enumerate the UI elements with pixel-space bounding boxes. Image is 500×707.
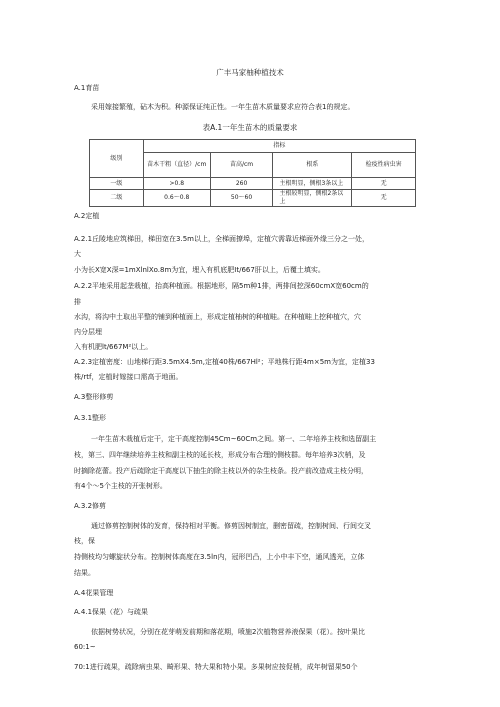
table-header-height: 苗高/cm — [210, 153, 273, 178]
text-line: 依据树势状况，分别在花芽萌发前期和落花期，喷施2次植物营养液保果（花）。按叶果比 — [91, 628, 365, 636]
text-line: 小为长X宽X深=1mXlnlXo.8m为宜，埋入有机底肥It/667肝以上，后覆土填实。 — [74, 266, 325, 274]
text-line: A.2.2平地采用起垄栽植，抬高种植面。根据地形，隔5m种1排，两排间挖深60cmX宽60cm的 — [74, 282, 369, 290]
text-line: 时摘除花蕾。投产后疏除定干高度以下抽生的除主枝以外的杂生枝条。投产前改造成主枝分明， — [74, 467, 368, 475]
table-cell-disease: 无 — [352, 190, 416, 207]
section-heading-a32: A.3.2修剪 — [74, 502, 107, 510]
table-header-disease: 检疫性病虫害 — [352, 153, 416, 178]
text-line: 结果。 — [74, 569, 95, 577]
text-line: 70:1进行疏果，疏除病虫果、畸形果、特大果和特小果。多果树应按促梢，成年树留果50个 — [74, 663, 358, 671]
text-line: 入有机肥lt/667M²以上。 — [74, 343, 153, 351]
text-line: 水沟，将沟中土取出平整的铺到种植面上，形成定植柚树的种植畦。在种植畦上挖种植穴，穴 — [74, 313, 361, 321]
text-line: 枝，第三、四年继续培养主枝和副主枝的延长枝，形成分布合理的侧枝群。每年培养3次梢，及 — [74, 451, 366, 459]
text-line: 通过修剪控制树体的发育，保持相对平衡。修剪因树制宜，删密留疏，控制树间、行间交叉 — [91, 522, 371, 530]
section-heading-a3: A.3整形修剪 — [74, 393, 114, 401]
table-header-index: 指标 — [143, 140, 415, 153]
section-heading-a1: A.1育苗 — [74, 84, 100, 92]
table-caption: 表A.1一年生苗木的质量要求 — [202, 123, 298, 132]
table-cell-root: 主根明显，侧根3条以上 — [273, 178, 352, 190]
text-line: 株/rtf，定植时嫁接口需高于地面。 — [74, 373, 183, 381]
table-row — [90, 190, 416, 207]
text-line: 大 — [74, 250, 81, 258]
text-line: 有4个～5个主枝的开张树形。 — [74, 482, 167, 490]
section-heading-a41: A.4.1保果（花）与疏果 — [74, 608, 149, 616]
text-line: 60:1~ — [74, 643, 96, 651]
table-cell-root: 主根较明显，侧根2条以上 — [273, 190, 352, 207]
document-title: 广丰马家柚种植技术 — [216, 68, 284, 77]
paragraph-a1: 采用嫁接繁殖，砧木为积。种源保证纯正性。一年生苗木质量要求应符合表1的规定。 — [91, 103, 355, 111]
text-line: 一年生苗木栽植后定干，定干高度控制45Cm~60Cm之间。第一、二年培养主枝和选留副主 — [91, 435, 377, 443]
table-header-stem: 苗木干粗（直径）/cm — [143, 153, 210, 178]
text-line: 排 — [74, 298, 81, 306]
section-heading-a4: A.4花果管理 — [74, 589, 114, 597]
table-cell-grade: 一级 — [90, 178, 144, 190]
table-cell-disease: 无 — [352, 178, 416, 190]
table-header-grade: 级别 — [90, 140, 144, 178]
text-line: 内分层埋 — [74, 328, 102, 336]
table-cell-height: 260 — [210, 178, 273, 190]
text-line: 持侧枝均匀螺旋状分布。控制树体高度在3.5ln内，冠形凹凸，上小中丰下空，通风透光，立体 — [74, 553, 365, 561]
table-cell-grade: 二级 — [90, 190, 144, 207]
table-cell-height: 50～60 — [210, 190, 273, 207]
section-heading-a2: A.2定植 — [74, 212, 100, 220]
table-cell-stem: >0.8 — [143, 178, 210, 190]
text-line: 枝，保 — [74, 537, 95, 545]
table-header-root: 根系 — [273, 153, 352, 178]
quality-table — [89, 139, 416, 207]
text-line: A.2.3定植密度：山地梯行距3.5mX4.5m,定植40株/667Hl²；平地株行距4m×5m为宜，定植33 — [74, 358, 375, 366]
table-row — [90, 178, 416, 190]
text-line: A.2.1丘陵地应筑梯田，梯田宽在3.5m以上，全梯面撩埠，定植穴需靠近梯面外缘三分之一处， — [74, 235, 369, 243]
section-heading-a31: A.3.1整形 — [74, 414, 107, 422]
table-cell-stem: 0.6～0.8 — [143, 190, 210, 207]
